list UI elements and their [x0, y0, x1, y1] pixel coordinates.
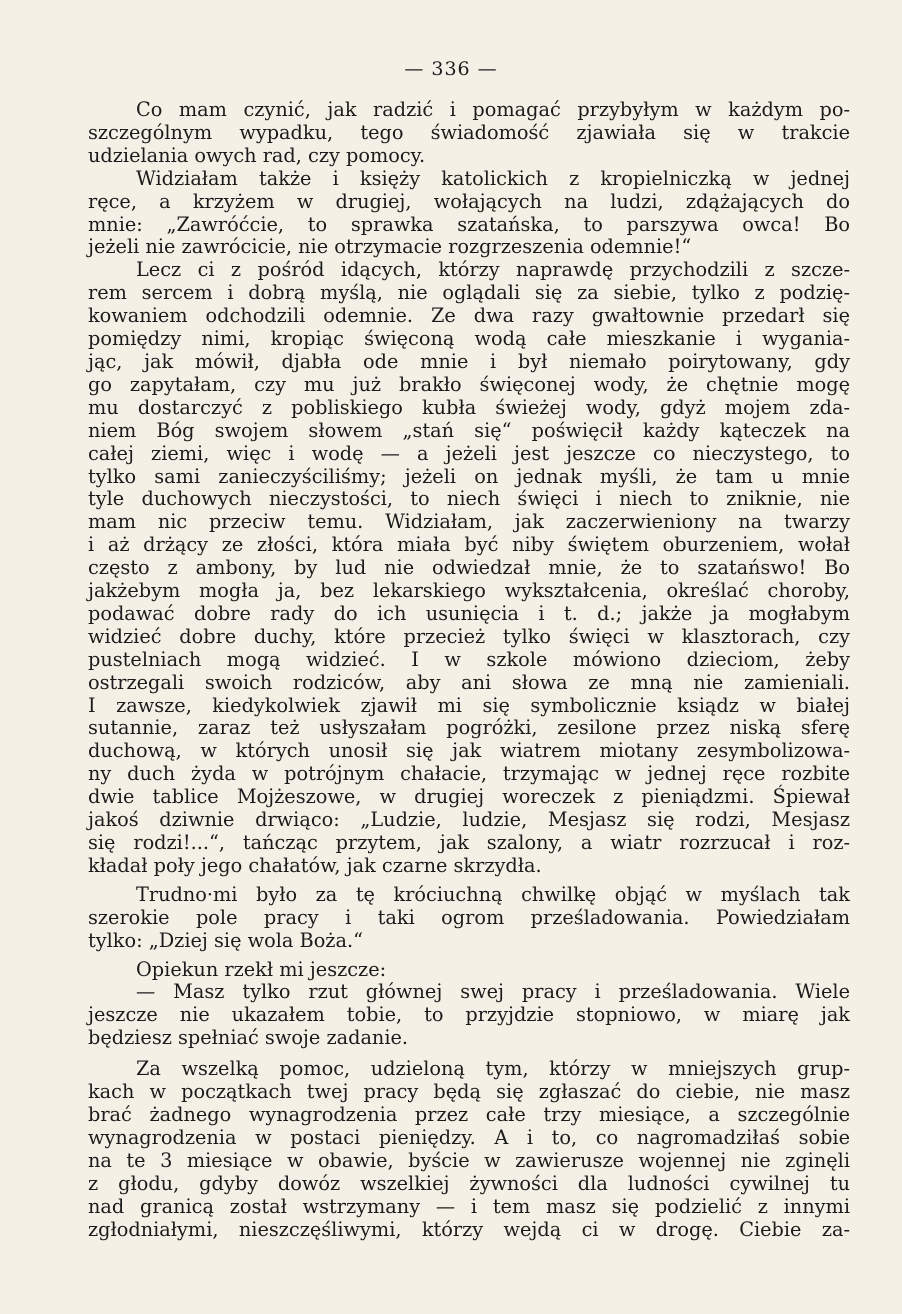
text-line: udzielania owych rad, czy pomocy. — [88, 143, 426, 167]
text-line: nad granicą został wstrzymany — i tem masz się podzielić z innymi — [88, 1194, 850, 1218]
text-line: jąc, jak mówił, djabła ode mnie i był niemało poirytowany, gdy — [88, 349, 850, 373]
text-line: wynagrodzenia w postaci pieniędzy. A i to, co nagromadziłaś sobie — [88, 1125, 850, 1149]
text-line: podawać dobre rady do ich usunięcia i t. d.; jakże ja mogłabym — [88, 601, 850, 625]
text-line: jeżeli nie zawrócicie, nie otrzymacie rozgrzeszenia odemnie!“ — [88, 235, 692, 259]
text-line: Za wszelką pomoc, udzieloną tym, którzy w mniejszych grup- — [136, 1057, 850, 1081]
text-line: jeszcze nie ukazałem tobie, to przyjdzie stopniowo, w miarę jak — [88, 1003, 850, 1027]
text-line: — Masz tylko rzut głównej swej pracy i prześladowania. Wiele — [136, 980, 850, 1004]
text-line: go zapytałam, czy mu już brakło święconej wody, że chętnie mogę — [88, 372, 850, 396]
text-line: kładał poły jego chałatów, jak czarne skrzydła. — [88, 853, 542, 877]
text-line: szerokie pole pracy i taki ogrom prześladowania. Powiedziałam — [88, 905, 850, 929]
text-line: brać żadnego wynagrodzenia przez całe trzy miesiące, a szczególnie — [88, 1102, 850, 1126]
text-line: zgłodniałymi, nieszczęśliwymi, którzy wejdą ci w drogę. Ciebie za- — [88, 1217, 850, 1241]
text-line: widzieć dobre duchy, które przecież tylko święci w klasztorach, czy — [88, 624, 850, 648]
text-line: z głodu, gdyby dowóz wszelkiej żywności dla ludności cywilnej tu — [88, 1171, 850, 1195]
text-line: Opiekun rzekł mi jeszcze: — [136, 957, 387, 981]
text-line: na te 3 miesiące w obawie, byście w zawierusze wojennej nie zginęli — [88, 1148, 850, 1172]
text-line: ostrzegali swoich rodziców, aby ani słowa ze mną nie zamieniali. — [88, 670, 850, 694]
text-line: Co mam czynić, jak radzić i pomagać przybyłym w każdym po- — [136, 98, 850, 121]
text-line: kowaniem odchodzili odemnie. Ze dwa razy gwałtownie przedarł się — [88, 304, 850, 328]
text-line: będziesz spełniać swoje zadanie. — [88, 1026, 409, 1050]
text-line: całej ziemi, więc i wodę — a jeżeli jest jeszcze co nieczystego, to — [88, 441, 850, 465]
text-line: rem sercem i dobrą myślą, nie oglądali się za siebie, tylko z podzię- — [88, 281, 850, 305]
text-line: pustelniach mogą widzieć. I w szkole mówiono dzieciom, żeby — [88, 647, 850, 671]
text-line: sutannie, zaraz też usłyszałam pogróżki, zesilone przez niską sferę — [88, 716, 850, 740]
body-text — [88, 99, 850, 1241]
text-line: się rodzi!...“, tańcząc przytem, jak szalony, a wiatr rozrzucał i roz- — [88, 831, 850, 854]
text-line: Trudno·mi było za tę króciuchną chwilkę objąć w myślach tak — [136, 882, 850, 906]
text-line: jakoś dziwnie drwiąco: „Ludzie, ludzie, Mesjasz się rodzi, Mesjasz — [88, 808, 850, 832]
text-line: tylko sami zanieczyściliśmy; jeżeli on jednak myśli, że tam u mnie — [88, 464, 850, 488]
text-line: I zawsze, kiedykolwiek zjawił mi się symbolicznie ksiądz w białej — [88, 693, 850, 717]
text-line: szczególnym wypadku, tego świadomość zjawiała się w trakcie — [88, 120, 850, 144]
text-line: pomiędzy nimi, kropiąc święconą wodą całe mieszkanie i wygania- — [88, 327, 850, 351]
text-line: jakżebym mogła ja, bez lekarskiego wykształcenia, określać choroby, — [88, 579, 850, 603]
text-line: często z ambony, by lud nie odwiedzał mnie, że to szatańswo! Bo — [88, 556, 850, 580]
text-line: duchową, w których unosił się jak wiatrem miotany zesymbolizowa- — [88, 739, 850, 763]
text-line: mu dostarczyć z pobliskiego kubła świeżej wody, gdyż mojem zda- — [88, 395, 850, 419]
text-line: ny duch żyda w potrójnym chałacie, trzymając w jednej ręce rozbite — [88, 762, 850, 786]
text-line: mam nic przeciw temu. Widziałam, jak zaczerwieniony na twarzy — [88, 510, 850, 534]
text-line: mnie: „Zawróćcie, to sprawka szatańska, to parszywa owca! Bo — [88, 212, 850, 236]
text-line: Widziałam także i księży katolickich z kropielniczką w jednej — [136, 166, 850, 190]
text-line: i aż drżący ze złości, która miała być niby świętem oburzeniem, wołał — [88, 533, 850, 557]
page-number: — 336 — — [404, 58, 498, 80]
text-line: Lecz ci z pośród idących, którzy naprawdę przychodzili z szcze- — [136, 258, 850, 282]
text-line: dwie tablice Mojżeszowe, w drugiej woreczek z pieniądzmi. Śpiewał — [88, 785, 850, 809]
text-line: ręce, a krzyżem w drugiej, wołających na ludzi, zdążających do — [88, 189, 850, 213]
text-line: tyle duchowych nieczystości, to niech święci i niech to zniknie, nie — [88, 487, 850, 511]
text-line: tylko: „Dziej się wola Boża.“ — [88, 928, 363, 952]
text-line: niem Bóg swojem słowem „stań się“ poświęcił każdy kąteczek na — [88, 418, 850, 442]
text-line: kach w początkach twej pracy będą się zgłaszać do ciebie, nie masz — [88, 1080, 850, 1104]
